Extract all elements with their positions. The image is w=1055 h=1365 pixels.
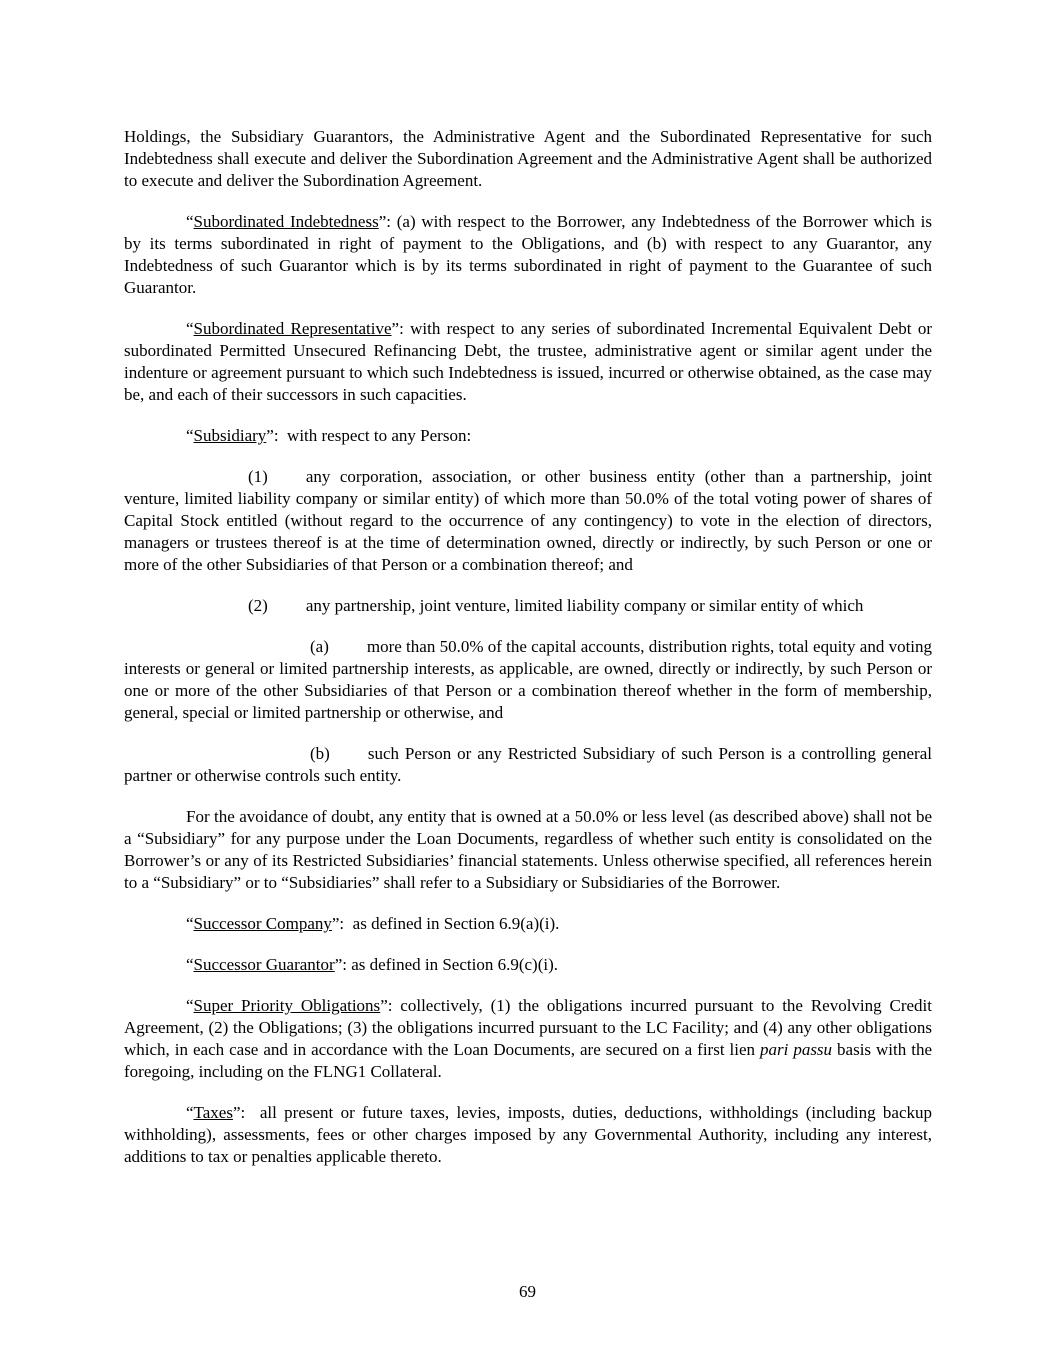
text-run: any corporation, association, or other business entity (other than a partnership, joint venture, limited liability company or similar entity) of which more than 50.0% of the total voting power of shares of Capital Stock entitled (without regard to the occurrence of any contingency) to vote in the election of directors, managers or trustees thereof is at the time of determination owned, directly or indirectly, by such Person or one or more of the other Subsidiaries of that Person or a combination thereof; and <box>124 467 932 574</box>
italic-text-run: pari passu <box>760 1040 833 1059</box>
defined-term: Taxes <box>193 1103 233 1122</box>
text-run: ”: as defined in Section 6.9(c)(i). <box>334 955 558 974</box>
definition-subordinated-indebtedness <box>124 211 932 299</box>
text-run: “ <box>186 1103 194 1122</box>
definition-successor-guarantor <box>124 954 932 976</box>
text-run: more than 50.0% of the capital accounts, distribution rights, total equity and voting interests or general or limited partnership interests, as applicable, are owned, directly or indirectly, by such Person or one or more of the other Subsidiaries of that Person or a combination thereof whether in the form of membership, general, special or limited partnership or otherwise, and <box>124 637 933 722</box>
text-run: (1) <box>248 467 268 486</box>
document-body <box>124 126 932 1168</box>
defined-term: Super Priority Obligations <box>193 996 381 1015</box>
definition-taxes <box>124 1102 932 1168</box>
text-run: (b) <box>310 744 330 763</box>
definition-super-priority-obligations <box>124 995 932 1083</box>
text-run: (a) <box>310 637 329 656</box>
defined-term: Successor Guarantor <box>193 955 335 974</box>
page-number: 69 <box>519 1282 536 1301</box>
text-run: basis with the foregoing, including on the FLNG1 Collateral. <box>124 1040 933 1081</box>
text-run: ”: collectively, (1) the obligations incurred pursuant to the Revolving Credit Agreement, (2) the Obligations; (3) the obligations incurred pursuant to the LC Facility; and (4) any other obligations which, in each case and in accordance with the Loan Documents, are secured on a first lien <box>124 996 932 1059</box>
definition-subsidiary <box>124 425 932 447</box>
clause-1 <box>124 466 932 576</box>
definition-subordinated-representative <box>124 318 932 406</box>
text-run: “ <box>186 319 194 338</box>
defined-term: Subordinated Representative <box>193 319 392 338</box>
clause-2 <box>124 595 932 617</box>
text-run: For the avoidance of doubt, any entity that is owned at a 50.0% or less level (as described above) shall not be a “Subsidiary” for any purpose under the Loan Documents, regardless of whether such entity is consolidated on the Borrower’s or any of its Restricted Subsidiaries’ financial statements. Unless otherwise specified, all references herein to a “Subsidiary” or to “Subsidiaries” shall refer to a Subsidiary or Subsidiaries of the Borrower. <box>124 807 932 892</box>
text-run: (2) <box>248 596 268 615</box>
text-run: “ <box>186 914 194 933</box>
text-run: Holdings, the Subsidiary Guarantors, the Administrative Agent and the Subordinated Representative for such Indebtedness shall execute and deliver the Subordination Agreement and the Administrative Agent shall be authorized to execute and deliver the Subordination Agreement. <box>124 127 932 190</box>
paragraph-continuation <box>124 126 932 192</box>
definition-successor-company <box>124 913 932 935</box>
clause-2b <box>124 743 932 787</box>
text-run: “ <box>186 426 194 445</box>
clause-2a <box>124 636 932 724</box>
text-run: ”: all present or future taxes, levies, imposts, duties, deductions, withholdings (including backup withholding), assessments, fees or other charges imposed by any Governmental Authority, including any interest, additions to tax or penalties applicable thereto. <box>124 1103 932 1166</box>
text-run: ”: as defined in Section 6.9(a)(i). <box>331 914 560 933</box>
text-run: ”: (a) with respect to the Borrower, any Indebtedness of the Borrower which is by its terms subordinated in right of payment to the Obligations, and (b) with respect to any Guarantor, any Indebtedness of such Guarantor which is by its terms subordinated in right of payment to the Guarantee of such Guarantor. <box>124 212 932 297</box>
defined-term: Subordinated Indebtedness <box>193 212 379 231</box>
text-run: “ <box>186 996 194 1015</box>
text-run: ”: with respect to any series of subordinated Incremental Equivalent Debt or subordinated Permitted Unsecured Refinancing Debt, the trustee, administrative agent or similar agent under the indenture or agreement pursuant to which such Indebtedness is issued, incurred or otherwise obtained, as the case may be, and each of their successors in such capacities. <box>124 319 932 404</box>
text-run: “ <box>186 955 194 974</box>
defined-term: Subsidiary <box>193 426 267 445</box>
text-run: “ <box>186 212 194 231</box>
text-run: such Person or any Restricted Subsidiary of such Person is a controlling general partner or otherwise controls such entity. <box>124 744 932 785</box>
text-run: ”: with respect to any Person: <box>266 426 472 445</box>
defined-term: Successor Company <box>193 914 332 933</box>
paragraph-avoidance-of-doubt <box>124 806 932 894</box>
text-run: any partnership, joint venture, limited liability company or similar entity of which <box>305 596 864 615</box>
